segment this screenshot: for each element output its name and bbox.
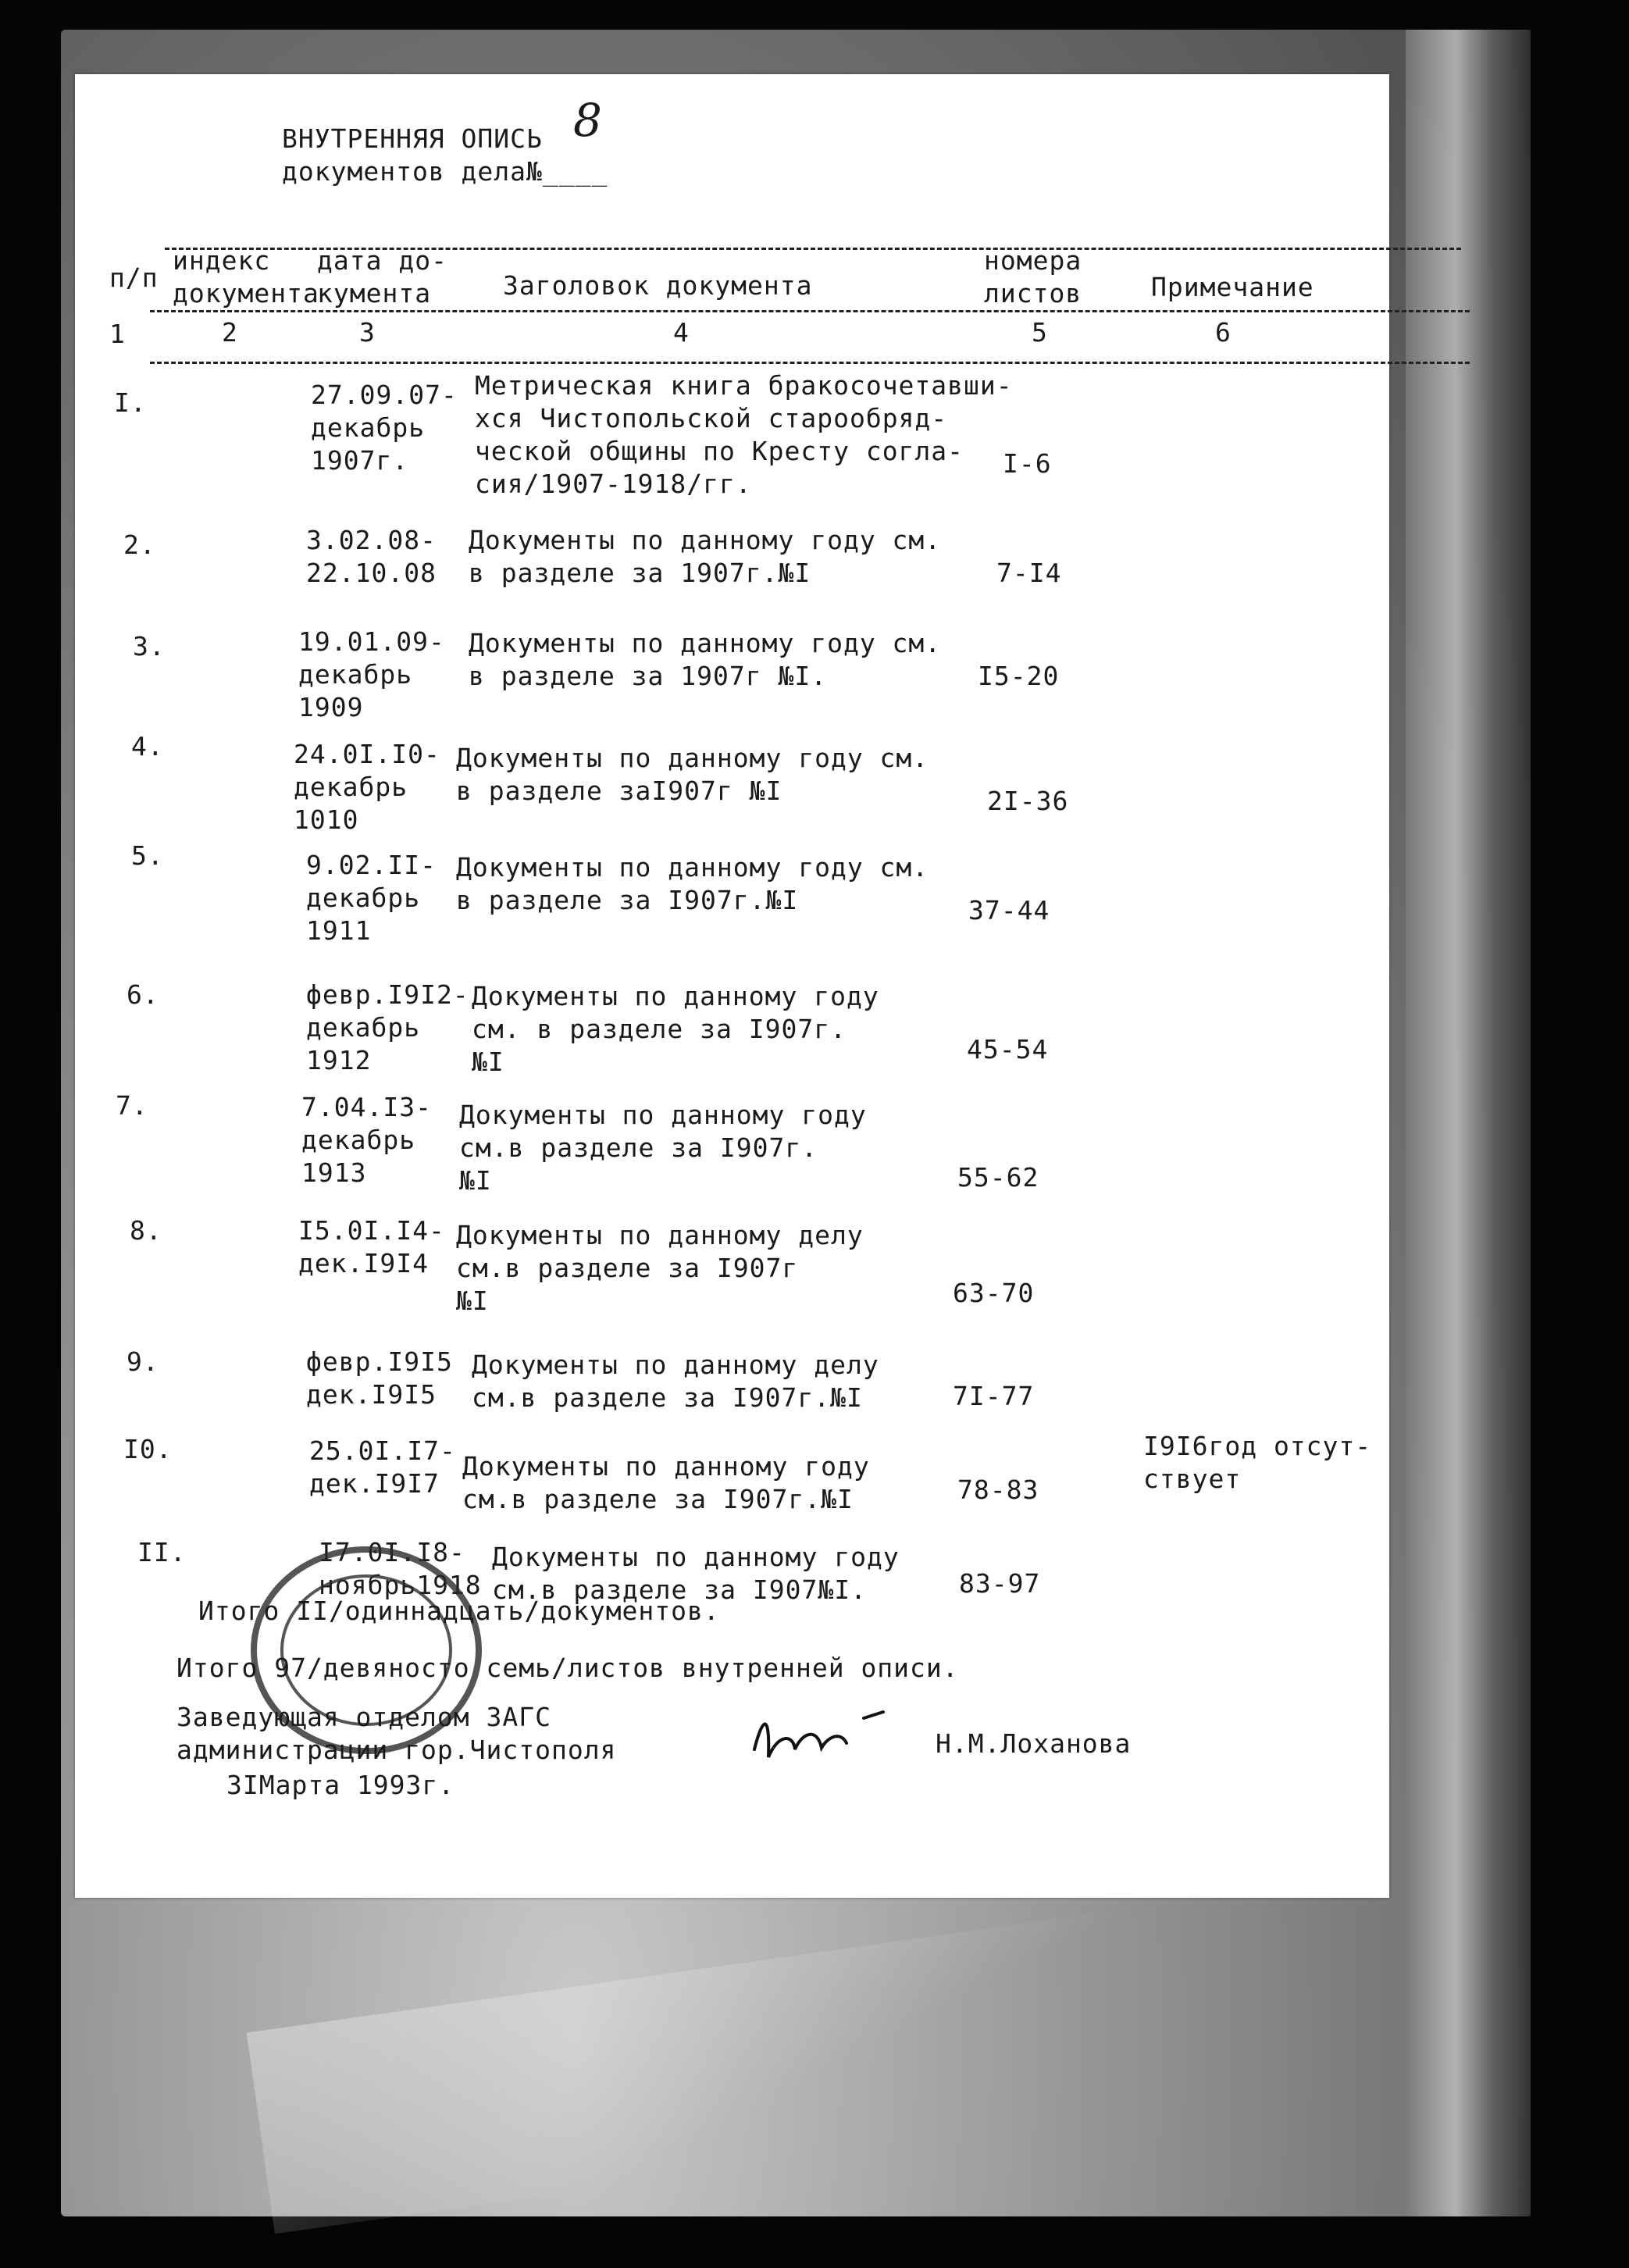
header-num-4: 4 [673,317,690,348]
row-1-date: 27.09.07- декабрь 1907г. [311,380,458,476]
row-1-title: Метрическая книга бракосочетавши- хся Чистопольской старообряд- ческой общины по Кресту согла- сия/1907-1918/гг. [475,370,1013,499]
row-7-number: 7. [116,1090,148,1121]
header-num-1: 1 [109,319,126,349]
row-1-number: I. [114,387,147,418]
row-9-date: февр.I9I5 дек.I9I5 [306,1346,453,1410]
signature-date: 3IМарта 1993г. [226,1770,455,1800]
handwritten-signature [747,1703,895,1773]
row-2-number: 2. [123,530,156,560]
row-10-sheets: 78-83 [957,1475,1039,1505]
header-col-title: Заголовок документа [503,270,813,301]
row-1-sheets: I-6 [1003,448,1052,479]
total-documents: Итого II/одиннадцать/документов. [198,1596,720,1626]
folder-torn-edge [1406,30,1531,2216]
row-8-date: I5.0I.I4- дек.I9I4 [298,1215,445,1278]
header-bottom-rule [150,362,1470,364]
header-col-index: индекс документа [173,245,319,308]
row-4-number: 4. [131,731,164,761]
row-10-title: Документы по данному году см.в разделе за I907г.№I [462,1451,870,1514]
row-2-date: 3.02.08- 22.10.08 [306,525,437,588]
header-num-2: 2 [222,317,238,348]
row-9-title: Документы по данному делу см.в разделе за I907г.№I [472,1350,879,1413]
row-2-sheets: 7-I4 [996,558,1062,588]
row-4-date: 24.0I.I0- декабрь 1010 [294,739,440,835]
row-11-title: Документы по данному году см.в разделе за I907№I. [492,1542,900,1605]
header-col-note: Примечание [1151,272,1314,302]
row-5-date: 9.02.II- декабрь 1911 [306,850,437,946]
total-sheets: Итого 97/девяносто семь/листов внутренней описи. [176,1653,959,1683]
row-4-title: Документы по данному году см. в разделе заI907г №I [456,743,929,806]
header-num-3: 3 [359,317,376,348]
row-9-number: 9. [127,1346,159,1377]
signatory-name: Н.М.Лоханова [936,1728,1132,1759]
header-num-6: 6 [1215,317,1232,348]
row-6-sheets: 45-54 [967,1034,1049,1064]
row-9-sheets: 7I-77 [953,1381,1035,1411]
row-11-sheets: 83-97 [959,1568,1041,1599]
row-5-title: Документы по данному году см. в разделе за I907г.№I [456,852,929,915]
row-3-date: 19.01.09- декабрь 1909 [298,626,445,722]
row-6-title: Документы по данному году см. в разделе за I907г. №I [472,981,879,1077]
row-6-date: февр.I9I2- декабрь 1912 [306,979,469,1075]
row-10-date: 25.0I.I7- дек.I9I7 [309,1435,456,1499]
row-8-title: Документы по данному делу см.в разделе за I907г №I [456,1220,864,1316]
row-11-number: II. [137,1537,187,1567]
handwritten-case-number: 8 [573,94,603,147]
header-col-date: дата до- кумента [317,245,447,308]
row-10-note: I9I6год отсут- ствует [1143,1431,1372,1494]
row-7-title: Документы по данному году см.в разделе за I907г. №I [459,1100,867,1196]
row-11-date: I7.0I.I8- ноябрь1918 [319,1537,482,1600]
row-5-sheets: 37-44 [968,895,1050,925]
row-3-sheets: I5-20 [978,661,1060,691]
row-10-number: I0. [123,1434,173,1464]
row-4-sheets: 2I-36 [987,786,1069,816]
row-3-title: Документы по данному году см. в разделе за 1907г №I. [469,628,942,691]
document-title: ВНУТРЕННЯЯ ОПИСЬ [282,123,543,154]
row-7-date: 7.04.I3- декабрь 1913 [301,1092,432,1188]
row-3-number: 3. [133,631,166,662]
row-6-number: 6. [127,979,159,1010]
signatory-position: Заведующая отделом ЗАГС администрации гор.Чистополя [176,1702,617,1765]
header-num-5: 5 [1032,317,1048,348]
header-middle-rule [150,310,1470,312]
header-col-pp: п/п [109,262,159,293]
row-2-title: Документы по данному году см. в разделе за 1907г.№I [469,525,942,588]
row-7-sheets: 55-62 [957,1162,1039,1193]
header-col-sheets: номера листов [984,245,1082,308]
document-subtitle: документов дела№____ [282,156,608,187]
row-8-number: 8. [130,1215,162,1246]
row-5-number: 5. [131,840,164,871]
inventory-sheet [75,74,1389,1898]
row-8-sheets: 63-70 [953,1278,1035,1308]
folder-texture [247,1902,1203,2234]
